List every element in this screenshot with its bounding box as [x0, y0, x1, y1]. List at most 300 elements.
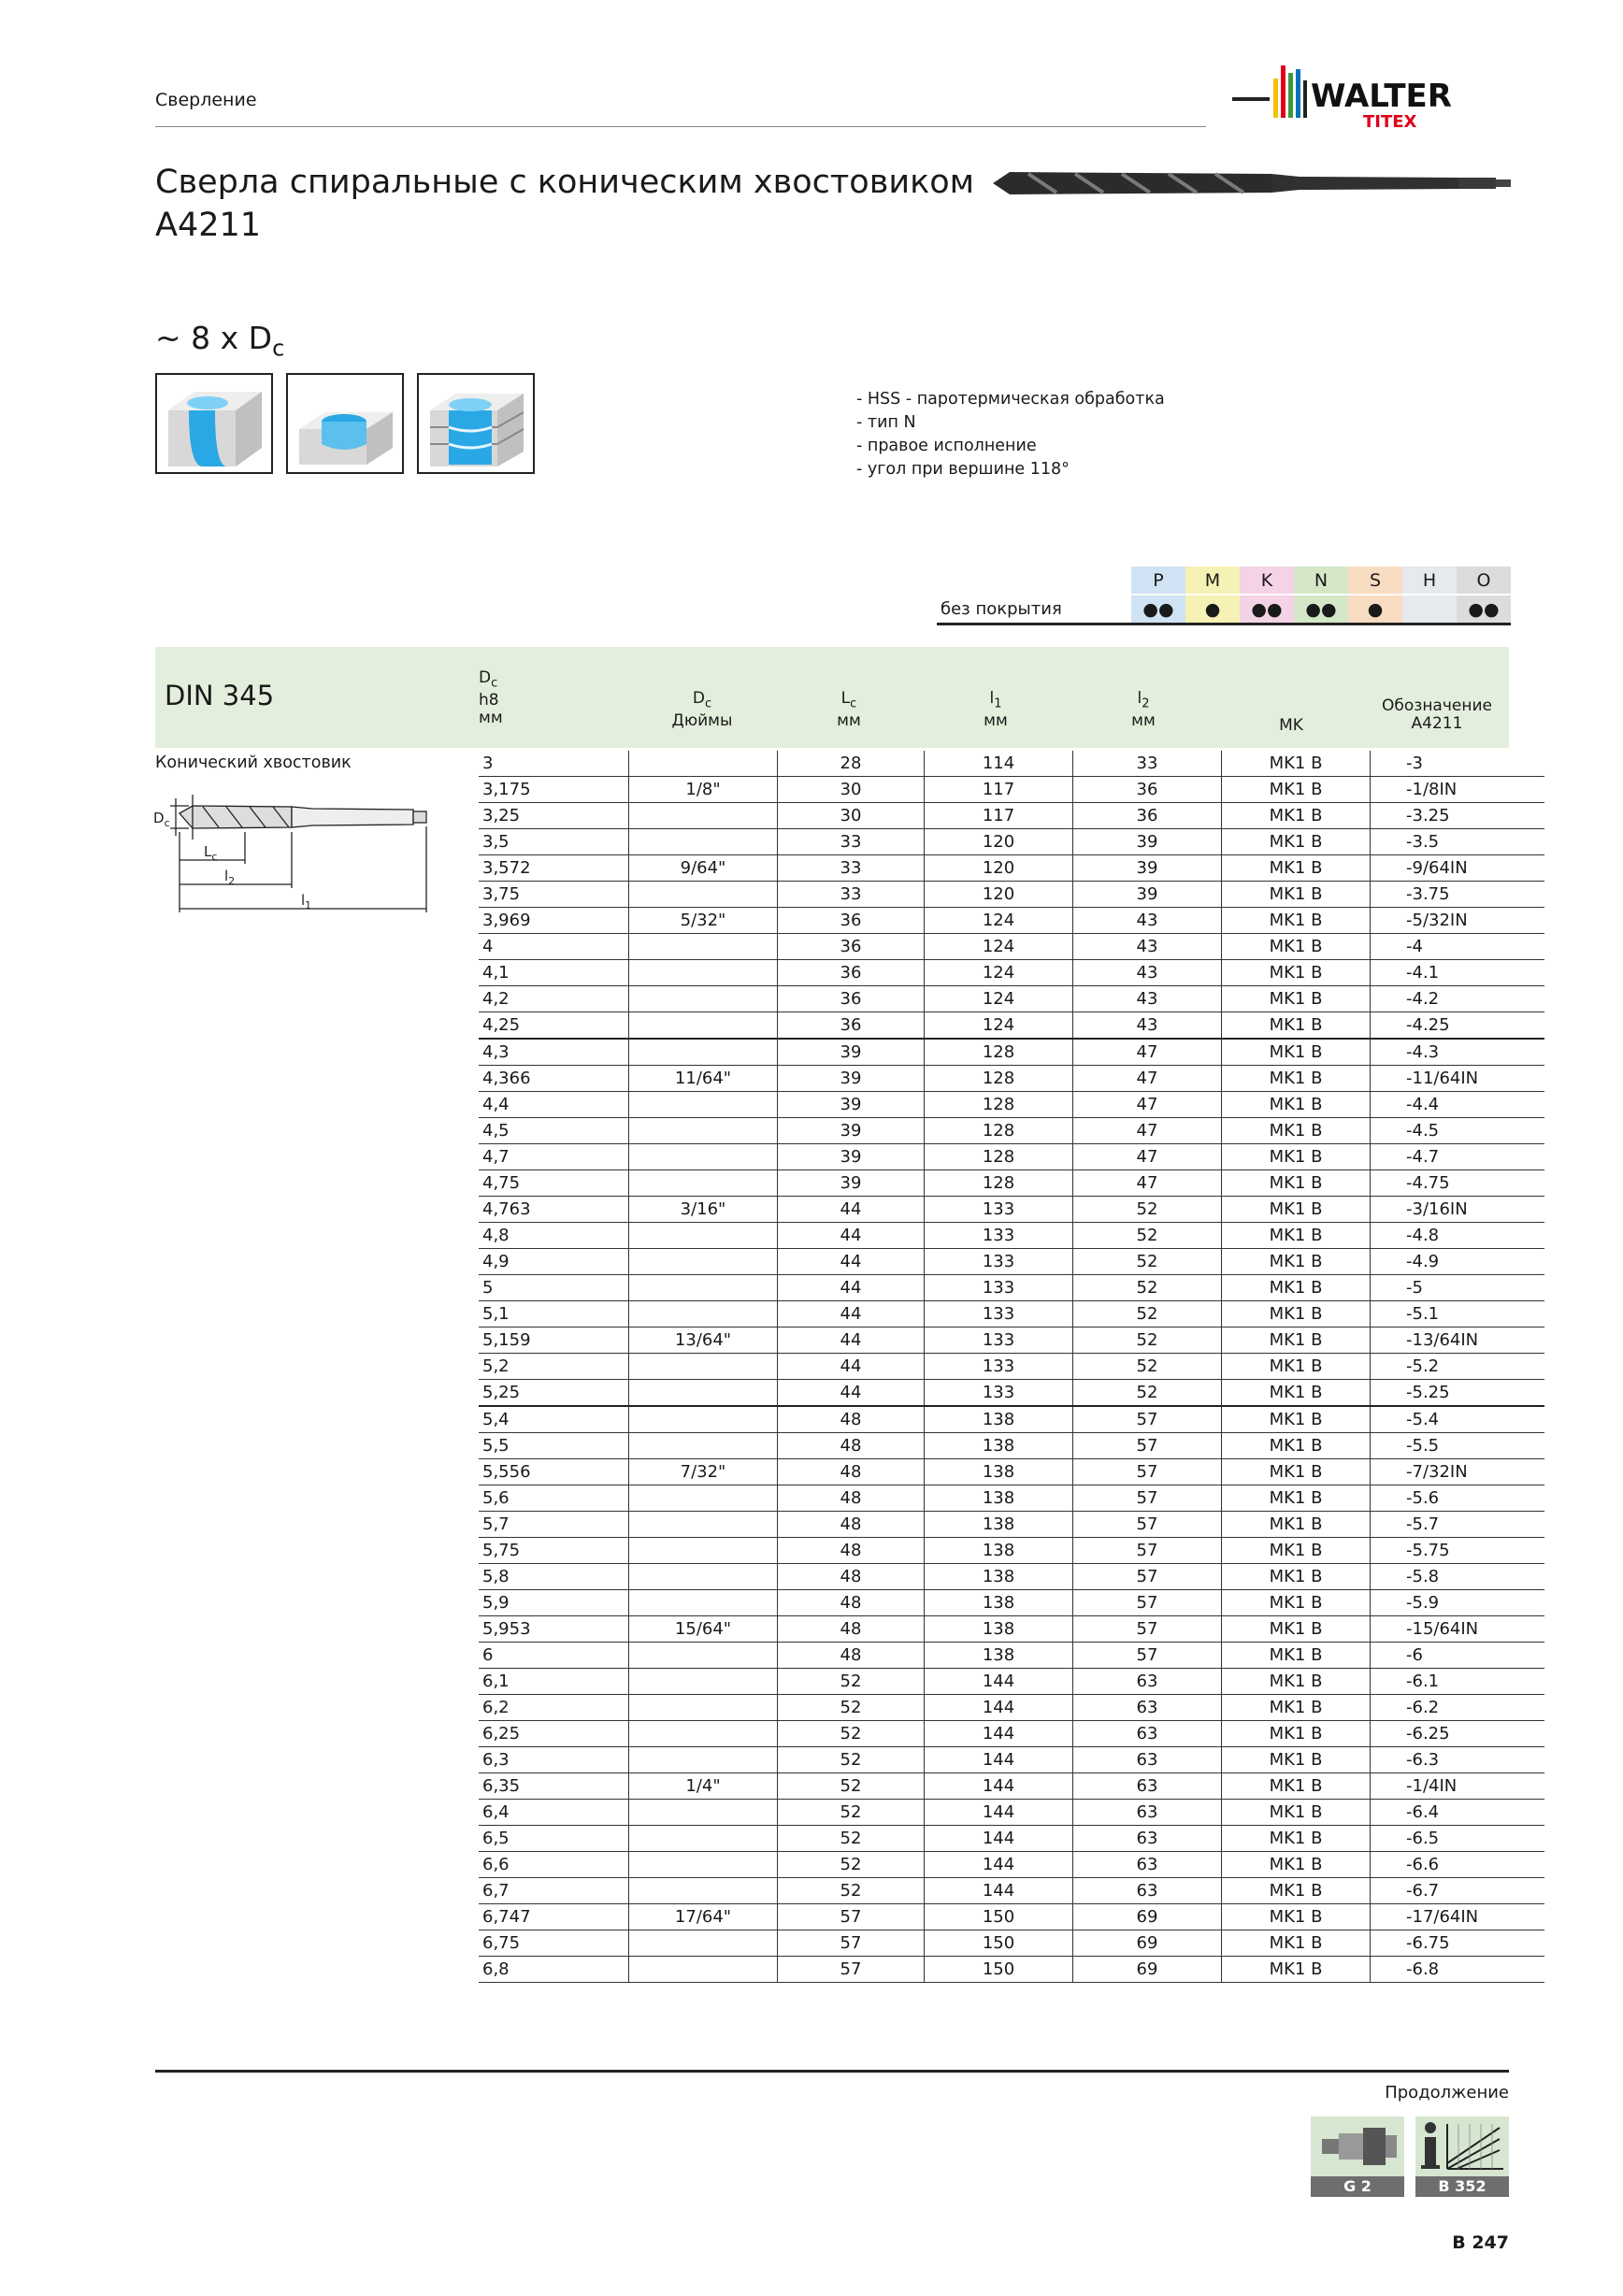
cell-lc: 52	[778, 1747, 925, 1773]
cell-mk: MK1 B	[1222, 1564, 1371, 1590]
rating-S: ●	[1348, 595, 1402, 624]
cell-dc: 3,175	[479, 777, 629, 803]
cell-mk: MK1 B	[1222, 1616, 1371, 1643]
cell-lc: 52	[778, 1773, 925, 1800]
col-lc-header	[776, 690, 922, 730]
l1-unit: мм	[984, 711, 1008, 731]
cell-dc: 4,9	[479, 1249, 629, 1275]
l2-sub: 2	[1142, 696, 1150, 711]
rating-K: ●●	[1240, 595, 1294, 624]
cell-code: -3	[1371, 751, 1545, 777]
material-M: M	[1185, 567, 1240, 595]
cell-l2: 63	[1073, 1852, 1222, 1878]
logo-brand-main: WALTER	[1311, 78, 1452, 115]
table-row	[479, 1564, 1544, 1590]
cell-code: -4.8	[1371, 1223, 1545, 1249]
cell-l1: 144	[925, 1800, 1073, 1826]
cell-mk: MK1 B	[1222, 1904, 1371, 1930]
walter-titex-logo	[1232, 60, 1518, 135]
cell-code: -1/8IN	[1371, 777, 1545, 803]
page-title	[155, 161, 974, 247]
stacked-plates-icon	[417, 373, 535, 474]
table-row	[479, 1485, 1544, 1512]
cell-mk: MK1 B	[1222, 1459, 1371, 1485]
cell-dc: 5,159	[479, 1327, 629, 1354]
cell-dc: 6,7	[479, 1878, 629, 1904]
cell-inch	[629, 986, 778, 1012]
shank-type-label: Конический хвостовик	[155, 753, 352, 772]
cell-lc: 36	[778, 1012, 925, 1040]
cell-inch	[629, 1039, 778, 1066]
diagram-l2-sub: 2	[228, 875, 236, 887]
cell-dc: 6,25	[479, 1721, 629, 1747]
cell-l1: 144	[925, 1826, 1073, 1852]
table-row	[479, 1039, 1544, 1066]
cell-lc: 36	[778, 960, 925, 986]
lc-sym: L	[840, 689, 851, 708]
cell-inch	[629, 1669, 778, 1695]
cell-lc: 44	[778, 1380, 925, 1407]
cell-mk: MK1 B	[1222, 1354, 1371, 1380]
cell-lc: 52	[778, 1695, 925, 1721]
cell-l1: 150	[925, 1930, 1073, 1957]
cell-dc: 6,747	[479, 1904, 629, 1930]
cell-code: -6.25	[1371, 1721, 1545, 1747]
table-row	[479, 986, 1544, 1012]
cell-l1: 124	[925, 986, 1073, 1012]
cell-l1: 128	[925, 1066, 1073, 1092]
cell-dc: 6,2	[479, 1695, 629, 1721]
cell-code: -13/64IN	[1371, 1327, 1545, 1354]
cell-lc: 52	[778, 1800, 925, 1826]
cell-l2: 47	[1073, 1170, 1222, 1197]
cell-l1: 133	[925, 1301, 1073, 1327]
cell-l1: 120	[925, 882, 1073, 908]
cell-l1: 150	[925, 1904, 1073, 1930]
cell-l2: 57	[1073, 1433, 1222, 1459]
cell-mk: MK1 B	[1222, 1118, 1371, 1144]
cell-mk: MK1 B	[1222, 986, 1371, 1012]
cell-dc: 4,25	[479, 1012, 629, 1040]
cell-l1: 120	[925, 829, 1073, 855]
cell-inch: 1/8"	[629, 777, 778, 803]
cell-lc: 48	[778, 1590, 925, 1616]
cell-inch	[629, 1223, 778, 1249]
cell-inch	[629, 751, 778, 777]
cell-mk: MK1 B	[1222, 1092, 1371, 1118]
drill-dimension-diagram	[151, 787, 445, 927]
cell-mk: MK1 B	[1222, 1695, 1371, 1721]
cell-mk: MK1 B	[1222, 1275, 1371, 1301]
header-rule	[155, 126, 1206, 127]
table-row	[479, 1406, 1544, 1433]
cell-code: -6.75	[1371, 1930, 1545, 1957]
cell-l1: 124	[925, 934, 1073, 960]
table-row	[479, 934, 1544, 960]
cell-dc: 5,1	[479, 1301, 629, 1327]
cell-dc: 3,5	[479, 829, 629, 855]
cell-inch: 1/4"	[629, 1773, 778, 1800]
cell-mk: MK1 B	[1222, 777, 1371, 803]
cell-lc: 44	[778, 1354, 925, 1380]
cell-dc: 4,75	[479, 1170, 629, 1197]
cell-lc: 44	[778, 1275, 925, 1301]
rating-M: ●	[1185, 595, 1240, 624]
cell-mk: MK1 B	[1222, 1512, 1371, 1538]
tool-holder-ref-link[interactable]	[1311, 2117, 1404, 2197]
cell-inch	[629, 1721, 778, 1747]
cell-lc: 44	[778, 1327, 925, 1354]
cell-dc: 5,9	[479, 1590, 629, 1616]
cell-l1: 117	[925, 777, 1073, 803]
table-row	[479, 1721, 1544, 1747]
cell-l1: 144	[925, 1721, 1073, 1747]
cell-dc: 3,969	[479, 908, 629, 934]
cell-dc: 6,6	[479, 1852, 629, 1878]
cell-code: -6.8	[1371, 1957, 1545, 1983]
cell-mk: MK1 B	[1222, 1800, 1371, 1826]
table-row	[479, 1904, 1544, 1930]
cell-lc: 52	[778, 1669, 925, 1695]
material-N: N	[1294, 567, 1348, 595]
cell-l2: 52	[1073, 1354, 1222, 1380]
cell-lc: 33	[778, 882, 925, 908]
diagram-l2: l	[224, 868, 229, 884]
cell-mk: MK1 B	[1222, 1144, 1371, 1170]
cell-inch	[629, 1485, 778, 1512]
cell-mk: MK1 B	[1222, 1538, 1371, 1564]
cell-l1: 144	[925, 1878, 1073, 1904]
cell-l2: 57	[1073, 1538, 1222, 1564]
cell-l2: 43	[1073, 1012, 1222, 1040]
cell-dc: 5,953	[479, 1616, 629, 1643]
cell-code: -4.3	[1371, 1039, 1545, 1066]
feature-item: - тип N	[856, 413, 916, 432]
cell-mk: MK1 B	[1222, 1773, 1371, 1800]
cell-lc: 39	[778, 1039, 925, 1066]
cell-dc: 4,763	[479, 1197, 629, 1223]
cell-code: -6.6	[1371, 1852, 1545, 1878]
cell-inch	[629, 1092, 778, 1118]
cell-l2: 52	[1073, 1301, 1222, 1327]
inch-sub: c	[704, 696, 712, 711]
cell-l2: 63	[1073, 1669, 1222, 1695]
table-row	[479, 1249, 1544, 1275]
cell-l2: 47	[1073, 1039, 1222, 1066]
cell-mk: MK1 B	[1222, 1433, 1371, 1459]
cell-inch	[629, 1590, 778, 1616]
rating-H	[1402, 595, 1457, 624]
cell-code: -4.1	[1371, 960, 1545, 986]
cell-lc: 28	[778, 751, 925, 777]
cell-l1: 133	[925, 1354, 1073, 1380]
cell-l1: 128	[925, 1092, 1073, 1118]
ref-tag-g2: G 2	[1311, 2176, 1404, 2197]
table-row	[479, 1092, 1544, 1118]
cell-code: -6.1	[1371, 1669, 1545, 1695]
cell-code: -4	[1371, 934, 1545, 960]
cell-l2: 57	[1073, 1406, 1222, 1433]
info-ref-link[interactable]	[1415, 2117, 1509, 2197]
cell-l1: 133	[925, 1249, 1073, 1275]
ratio-sub: c	[272, 335, 285, 362]
diagram-lc-sub: c	[211, 851, 218, 863]
cell-mk: MK1 B	[1222, 1039, 1371, 1066]
features-list	[856, 388, 1165, 481]
cell-l2: 69	[1073, 1930, 1222, 1957]
cell-dc: 6	[479, 1643, 629, 1669]
cell-l2: 63	[1073, 1721, 1222, 1747]
cell-code: -6.2	[1371, 1695, 1545, 1721]
cell-dc: 4,3	[479, 1039, 629, 1066]
material-S: S	[1348, 567, 1402, 595]
cell-lc: 48	[778, 1564, 925, 1590]
table-row	[479, 1669, 1544, 1695]
col-mk-header: MK	[1279, 716, 1303, 735]
cell-l2: 43	[1073, 986, 1222, 1012]
dc-sym: D	[479, 668, 492, 687]
code-title: Обозначение	[1382, 696, 1492, 715]
dc-tolerance: h8	[479, 691, 499, 710]
cell-mk: MK1 B	[1222, 1066, 1371, 1092]
cell-inch	[629, 803, 778, 829]
cell-l1: 144	[925, 1773, 1073, 1800]
cell-l1: 128	[925, 1039, 1073, 1066]
table-row	[479, 1826, 1544, 1852]
cell-inch	[629, 1878, 778, 1904]
col-l1-header	[922, 690, 1070, 730]
cell-l1: 138	[925, 1590, 1073, 1616]
rating-O: ●●	[1457, 595, 1511, 624]
cell-dc: 5,6	[479, 1485, 629, 1512]
col-code-header	[1365, 697, 1509, 733]
cell-lc: 48	[778, 1433, 925, 1459]
table-row	[479, 1301, 1544, 1327]
table-row	[479, 1275, 1544, 1301]
cell-inch	[629, 1301, 778, 1327]
blind-hole-icon	[286, 373, 404, 474]
rating-P: ●●	[1131, 595, 1185, 624]
feature-item: - правое исполнение	[856, 437, 1037, 455]
cell-code: -3/16IN	[1371, 1197, 1545, 1223]
cell-l2: 57	[1073, 1459, 1222, 1485]
diagram-l1: l	[301, 892, 306, 909]
cell-dc: 3,572	[479, 855, 629, 882]
cell-code: -5.7	[1371, 1512, 1545, 1538]
drill-sizes-table	[479, 751, 1544, 1983]
cell-lc: 39	[778, 1118, 925, 1144]
table-row	[479, 1459, 1544, 1485]
cell-mk: MK1 B	[1222, 1930, 1371, 1957]
cell-l1: 144	[925, 1695, 1073, 1721]
cell-l1: 138	[925, 1459, 1073, 1485]
cell-code: -6.5	[1371, 1826, 1545, 1852]
cell-l2: 39	[1073, 855, 1222, 882]
cell-lc: 33	[778, 829, 925, 855]
cell-lc: 39	[778, 1170, 925, 1197]
cell-l1: 138	[925, 1643, 1073, 1669]
cell-l2: 57	[1073, 1564, 1222, 1590]
cell-lc: 52	[778, 1878, 925, 1904]
table-row	[479, 1538, 1544, 1564]
inch-unit: Дюймы	[671, 711, 733, 731]
cell-mk: MK1 B	[1222, 1852, 1371, 1878]
cell-inch	[629, 1406, 778, 1433]
cell-inch	[629, 1170, 778, 1197]
col-inch-header	[628, 690, 776, 730]
title-line-1: Сверла спиральные с коническим хвостовиком	[155, 164, 975, 201]
cell-mk: MK1 B	[1222, 1406, 1371, 1433]
cell-inch: 5/32"	[629, 908, 778, 934]
cell-l1: 138	[925, 1538, 1073, 1564]
cell-dc: 4,2	[479, 986, 629, 1012]
cell-code: -4.5	[1371, 1118, 1545, 1144]
cell-code: -15/64IN	[1371, 1616, 1545, 1643]
cell-mk: MK1 B	[1222, 1223, 1371, 1249]
cell-l1: 133	[925, 1327, 1073, 1354]
cell-l1: 124	[925, 960, 1073, 986]
lc-unit: мм	[837, 711, 861, 731]
norm-label: DIN 345	[165, 680, 275, 711]
cell-inch	[629, 934, 778, 960]
cell-lc: 57	[778, 1930, 925, 1957]
l1-sub: 1	[994, 696, 1002, 711]
cell-l1: 133	[925, 1380, 1073, 1407]
cell-dc: 5,8	[479, 1564, 629, 1590]
section-label: Сверление	[155, 90, 257, 110]
cell-code: -6.4	[1371, 1800, 1545, 1826]
table-row	[479, 1354, 1544, 1380]
cell-code: -5.25	[1371, 1380, 1545, 1407]
lc-sub: c	[850, 696, 857, 711]
table-row	[479, 1197, 1544, 1223]
cell-lc: 44	[778, 1197, 925, 1223]
cell-inch: 11/64"	[629, 1066, 778, 1092]
cell-l2: 47	[1073, 1092, 1222, 1118]
cell-inch: 9/64"	[629, 855, 778, 882]
cell-l2: 52	[1073, 1197, 1222, 1223]
table-row	[479, 1590, 1544, 1616]
cell-dc: 3,75	[479, 882, 629, 908]
cell-code: -5	[1371, 1275, 1545, 1301]
cell-dc: 5,25	[479, 1380, 629, 1407]
cell-mk: MK1 B	[1222, 829, 1371, 855]
cell-l2: 52	[1073, 1275, 1222, 1301]
cell-mk: MK1 B	[1222, 1669, 1371, 1695]
cell-l1: 138	[925, 1485, 1073, 1512]
table-row	[479, 1327, 1544, 1354]
cell-lc: 44	[778, 1249, 925, 1275]
material-H: H	[1402, 567, 1457, 595]
table-row	[479, 751, 1544, 777]
cell-inch	[629, 1747, 778, 1773]
cell-l2: 47	[1073, 1118, 1222, 1144]
cell-inch: 17/64"	[629, 1904, 778, 1930]
cell-code: -9/64IN	[1371, 855, 1545, 882]
cell-lc: 52	[778, 1852, 925, 1878]
cell-inch	[629, 1930, 778, 1957]
cell-code: -5.5	[1371, 1433, 1545, 1459]
cell-l2: 33	[1073, 751, 1222, 777]
cell-lc: 44	[778, 1223, 925, 1249]
cell-inch: 7/32"	[629, 1459, 778, 1485]
svg-text:Lc	[204, 843, 217, 863]
cell-l2: 52	[1073, 1380, 1222, 1407]
cell-l1: 138	[925, 1406, 1073, 1433]
table-bottom-rule	[155, 2070, 1509, 2073]
cell-inch	[629, 1380, 778, 1407]
cell-code: -4.9	[1371, 1249, 1545, 1275]
cell-code: -7/32IN	[1371, 1459, 1545, 1485]
cell-l1: 133	[925, 1275, 1073, 1301]
cell-code: -11/64IN	[1371, 1066, 1545, 1092]
table-row	[479, 908, 1544, 934]
svg-text:l2	[224, 868, 235, 887]
cell-mk: MK1 B	[1222, 1485, 1371, 1512]
cell-inch	[629, 1643, 778, 1669]
length-ratio	[155, 320, 284, 362]
l1-sym: l	[989, 689, 995, 708]
table-row	[479, 1118, 1544, 1144]
cell-inch	[629, 1144, 778, 1170]
cell-mk: MK1 B	[1222, 1878, 1371, 1904]
cell-code: -5.6	[1371, 1485, 1545, 1512]
cell-l2: 36	[1073, 803, 1222, 829]
cell-mk: MK1 B	[1222, 1590, 1371, 1616]
cell-l1: 114	[925, 751, 1073, 777]
info-chart-icon	[1415, 2117, 1509, 2176]
cell-mk: MK1 B	[1222, 1301, 1371, 1327]
cell-l1: 120	[925, 855, 1073, 882]
cell-l2: 63	[1073, 1773, 1222, 1800]
cell-l1: 117	[925, 803, 1073, 829]
cell-code: -4.75	[1371, 1170, 1545, 1197]
cell-mk: MK1 B	[1222, 1747, 1371, 1773]
cell-inch	[629, 1564, 778, 1590]
table-row	[479, 1773, 1544, 1800]
ref-tag-b352: B 352	[1415, 2176, 1509, 2197]
cell-lc: 44	[778, 1301, 925, 1327]
cell-dc: 4,8	[479, 1223, 629, 1249]
cell-inch	[629, 1433, 778, 1459]
cell-inch	[629, 1826, 778, 1852]
cell-lc: 48	[778, 1459, 925, 1485]
cell-code: -5.9	[1371, 1590, 1545, 1616]
table-row	[479, 1223, 1544, 1249]
material-P: P	[1131, 567, 1185, 595]
material-suitability-table	[937, 567, 1511, 625]
l2-sym: l	[1137, 689, 1142, 708]
dc-unit: мм	[479, 709, 503, 728]
cell-inch	[629, 1249, 778, 1275]
cell-l2: 52	[1073, 1327, 1222, 1354]
cell-code: -5.8	[1371, 1564, 1545, 1590]
col-dc-header	[479, 669, 503, 727]
cell-l2: 43	[1073, 908, 1222, 934]
cell-l1: 144	[925, 1852, 1073, 1878]
cell-mk: MK1 B	[1222, 855, 1371, 882]
cell-l1: 150	[925, 1957, 1073, 1983]
cell-mk: MK1 B	[1222, 1012, 1371, 1040]
dc-sub: c	[491, 676, 498, 691]
cell-code: -3.75	[1371, 882, 1545, 908]
material-O: O	[1457, 567, 1511, 595]
cell-inch	[629, 1538, 778, 1564]
cell-dc: 5,4	[479, 1406, 629, 1433]
cell-l1: 124	[925, 1012, 1073, 1040]
cell-dc: 5,556	[479, 1459, 629, 1485]
table-row	[479, 1643, 1544, 1669]
